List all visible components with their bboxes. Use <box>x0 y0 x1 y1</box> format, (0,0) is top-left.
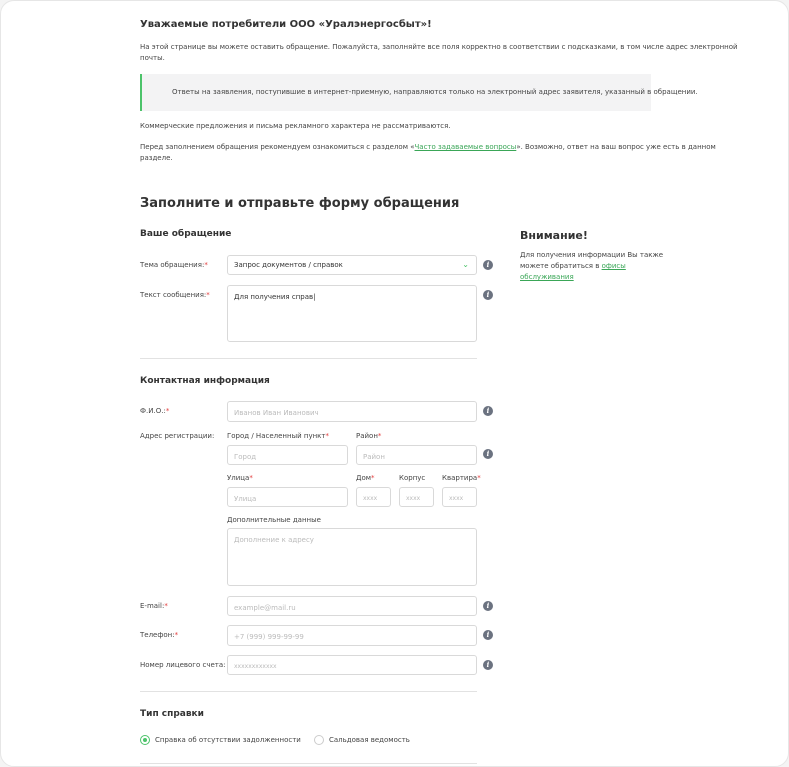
divider <box>140 691 477 692</box>
street-input[interactable]: Улица <box>227 487 348 507</box>
fio-label: Ф.И.О.:* <box>140 407 170 415</box>
offices-link[interactable]: офисы <box>601 262 626 270</box>
street-label: Улица* <box>227 474 253 482</box>
radio-balance-label[interactable]: Сальдовая ведомость <box>329 736 410 744</box>
phone-label: Телефон:* <box>140 631 179 639</box>
topic-value: Запрос документов / справок <box>234 261 343 269</box>
flat-label: Квартира* <box>442 474 481 482</box>
radio-balance[interactable] <box>314 735 324 745</box>
extra-textarea[interactable]: Дополнение к адресу <box>227 528 477 586</box>
flat-input[interactable]: хххх <box>442 487 477 507</box>
message-textarea[interactable]: Для получения справ| <box>227 285 477 342</box>
house-input[interactable]: хххх <box>356 487 391 507</box>
sidebar-text: Для получения информации Вы также <box>520 251 664 259</box>
sidebar-text-3 <box>520 273 574 281</box>
phone-input[interactable]: +7 (999) 999-99-99 <box>227 625 477 646</box>
topic-select[interactable] <box>227 255 477 275</box>
divider <box>140 763 477 764</box>
intro-text: На этой странице вы можете оставить обращение. Пожалуйста, заполняйте все поля корректно в соответствии с подсказками, в том числе адрес электронной <box>140 43 738 51</box>
topic-label: Тема обращения:* <box>140 261 208 269</box>
offices-link-2[interactable]: обслуживания <box>520 273 574 281</box>
info-icon[interactable]: i <box>483 406 493 416</box>
faq-text: Перед заполнением обращения рекомендуем ознакомиться с разделом « <box>140 143 415 151</box>
radio-no-debt[interactable] <box>140 735 150 745</box>
notice-box <box>140 74 698 111</box>
notice-text: Ответы на заявления, поступившие в интернет-приемную, направляются только на электронный адрес заявителя, указанный в обращении. <box>172 88 698 96</box>
email-input[interactable]: example@mail.ru <box>227 596 477 616</box>
divider <box>140 358 477 359</box>
info-icon[interactable]: i <box>483 660 493 670</box>
section-appeal: Ваше обращение <box>140 229 232 239</box>
commercial-note: Коммерческие предложения и письма рекламного характера не рассматриваются. <box>140 122 451 130</box>
account-label: Номер лицевого счета: <box>140 661 226 669</box>
city-input[interactable]: Город <box>227 445 348 465</box>
fio-input[interactable]: Иванов Иван Иванович <box>227 401 477 422</box>
form-title: Заполните и отправьте форму обращения <box>140 196 460 211</box>
info-icon[interactable]: i <box>483 290 493 300</box>
faq-text-2: ». Возможно, ответ на ваш вопрос уже есть в данном <box>516 143 716 151</box>
block-input[interactable]: хххх <box>399 487 434 507</box>
address-label: Адрес регистрации: <box>140 432 215 440</box>
block-label: Корпус <box>399 474 426 482</box>
house-label: Дом* <box>356 474 375 482</box>
info-icon[interactable]: i <box>483 260 493 270</box>
district-input[interactable]: Район <box>356 445 477 465</box>
chevron-down-icon: ⌄ <box>462 260 469 269</box>
section-contact: Контактная информация <box>140 376 270 386</box>
intro-title: Уважаемые потребители ООО «Уралэнергосбыт»! <box>140 19 432 30</box>
sidebar-title: Внимание! <box>520 229 588 242</box>
faq-link[interactable]: Часто задаваемые вопросы <box>414 143 517 151</box>
intro-text-2: почты. <box>140 54 165 62</box>
district-label: Район* <box>356 432 382 440</box>
section-cert-type: Тип справки <box>140 709 204 719</box>
extra-label: Дополнительные данные <box>227 516 321 524</box>
info-icon[interactable]: i <box>483 630 493 640</box>
email-label: E-mail:* <box>140 602 168 610</box>
info-icon[interactable]: i <box>483 601 493 611</box>
radio-no-debt-label[interactable]: Справка об отсутствии задолженности <box>155 736 301 744</box>
text-label: Текст сообщения:* <box>140 291 210 299</box>
city-label: Город / Населенный пункт* <box>227 432 329 440</box>
faq-note <box>140 143 716 151</box>
account-input[interactable]: хххххххххххх <box>227 655 477 675</box>
sidebar-text-2: можете обратиться в офисы <box>520 262 626 270</box>
faq-note-2: разделе. <box>140 154 173 162</box>
info-icon[interactable]: i <box>483 449 493 459</box>
